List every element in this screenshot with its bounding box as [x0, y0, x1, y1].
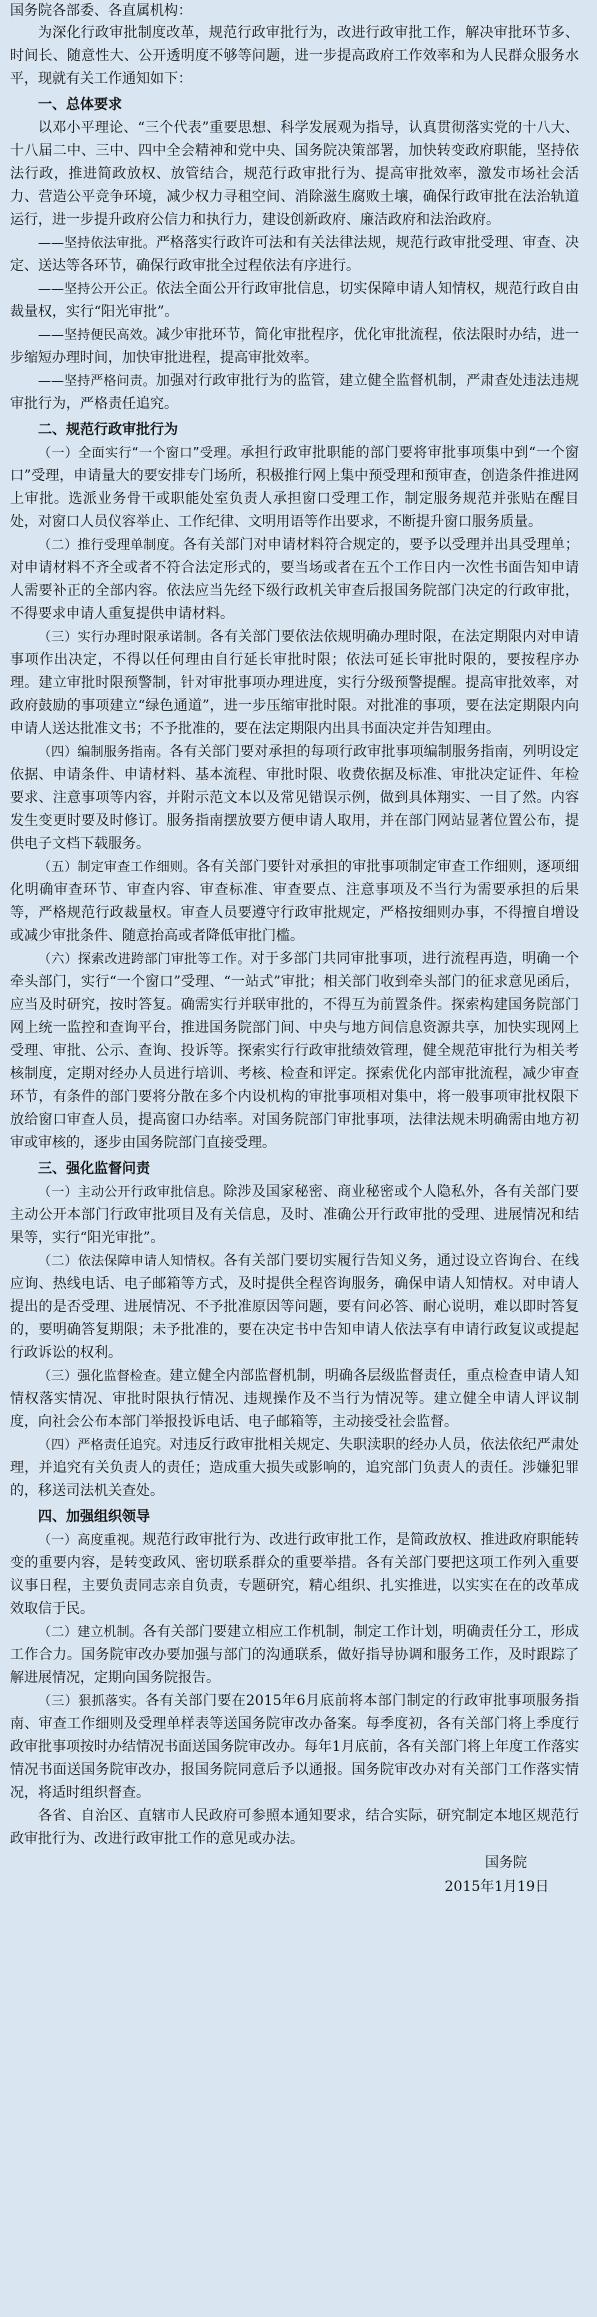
paragraph-label: （四）编制服务指南。 [38, 745, 170, 760]
paragraph-text: 各有关部门要建立相应工作机制，制定工作计划，明确责任分工，形成工作合力。国务院审改办要加强与部门的沟通联系，做好指导协调和服务工作，及时跟踪了解进展情况，定期向国务院报告。 [10, 1624, 579, 1686]
section-paragraph [10, 442, 579, 534]
section-paragraph [10, 232, 579, 278]
document-body [10, 93, 579, 1851]
intro-paragraph: 为深化行政审批制度改革，规范行政审批行为，改进行政审批工作，解决审批环节多、时间长、随意性大、公开透明度不够等问题，进一步提高政府工作效率和为人民群众服务水平，现就有关工作通知如下： [10, 25, 579, 87]
section-paragraph [10, 1529, 579, 1621]
paragraph-text: 各有关部门对申请材料符合规定的，要予以受理并出具受理单；对申请材料不齐全或者不符合法定形式的，要当场或者在五个工作日内一次性书面告知申请人需要补正的全部内容。依法应当先经下级行政机关审查后报国务院部门决定的行政审批，不得要求申请人重复提供申请材料。 [10, 537, 579, 622]
section-paragraph [10, 948, 579, 1155]
paragraph-text: 除涉及国家秘密、商业秘密或个人隐私外，各有关部门要主动公开本部门行政审批项目及有关信息，及时、准确公开行政审批的受理、进展情况和结果等，实行“阳光审批”。 [10, 1184, 579, 1246]
paragraph-label: （二）建立机制。 [38, 1625, 143, 1640]
section-paragraph [10, 1250, 579, 1365]
paragraph-text: 各省、自治区、直辖市人民政府可参照本通知要求，结合实际，研究制定本地区规范行政审批行为、改进行政审批工作的意见或办法。 [10, 1808, 579, 1847]
section-paragraph [10, 1365, 579, 1434]
paragraph-text: 承担行政审批职能的部门要将审批事项集中到“一个窗口”受理，申请量大的要安排专门场所，积极推行网上集中预受理和预审查，创造条件推进网上审批。选派业务骨干或职能处室负责人承担窗口受理工作，制定服务规范并张贴在醒目处，对窗口人员仪容举止、工作纪律、文明用语等作出要求，不断提升窗口服务质量。 [10, 445, 579, 530]
section-paragraph [10, 324, 579, 370]
section-paragraph [10, 278, 579, 324]
paragraph-label: （一）主动公开行政审批信息。 [38, 1185, 224, 1200]
paragraph-text: 各有关部门要针对承担的审批事项制定审查工作细则，逐项细化明确审查环节、审查内容、审查标准、审查要点、注意事项及不当行为需要承担的后果等，严格规范行政裁量权。审查人员要遵守行政审批规定，严格按细则办事，不得擅自增设或减少审批条件、随意抬高或者降低审批门槛。 [10, 859, 579, 944]
paragraph-label: （五）制定审查工作细则。 [38, 860, 197, 875]
issuing-authority: 国务院 [485, 1855, 527, 1871]
paragraph-label: （六）探索改进跨部门审批等工作。 [38, 952, 251, 967]
paragraph-text: 对违反行政审批相关规定、失职渎职的经办人员，依法依纪严肃处理，并追究有关负责人的责任；造成重大损失或影响的，追究部门负责人的责任。涉嫌犯罪的，移送司法机关查处。 [10, 1437, 579, 1499]
section-heading: 三、强化监督问责 [38, 1161, 150, 1177]
paragraph-text: 以邓小平理论、“三个代表”重要思想、科学发展观为指导，认真贯彻落实党的十八大、十八届二中、三中、四中全会精神和党中央、国务院决策部署，加快转变政府职能，坚持依法行政，推进简政放权、放管结合，规范行政审批行为、提高审批效率，激发市场社会活力、营造公平竞争环境，减少权力寻租空间、消除滋生腐败土壤，确保行政审批在法治轨道运行，进一步提升政府公信力和执行力，建设创新政府、廉洁政府和法治政府。 [10, 120, 579, 228]
paragraph-text: 各有关部门要依法依规明确办理时限，在法定期限内对申请事项作出决定，不得以任何理由自行延长审批时限；依法可延长审批时限的，要按程序办理。建立审批时限预警制，针对审批事项办理进度，实行分级预警提醒。提高审批效率，对政府鼓励的事项建立“绿色通道”，进一步压缩审批时限。对批准的事项，要在法定期限内向申请人送达批准文书；不予批准的，要在法定期限内出具书面决定并告知理由。 [10, 629, 579, 737]
section-heading: 一、总体要求 [38, 97, 122, 113]
paragraph-label: （三）实行办理时限承诺制。 [38, 630, 210, 645]
paragraph-label: （四）严格责任追究。 [38, 1438, 170, 1453]
paragraph-text: 依法全面公开行政审批信息，切实保障申请人知情权，规范行政自由裁量权，实行“阳光审批”。 [10, 281, 579, 320]
section-paragraph [10, 1181, 579, 1250]
paragraph-label: ——坚持便民高效。 [38, 328, 156, 343]
paragraph-label: （二）推行受理单制度。 [38, 538, 183, 553]
section-paragraph [10, 626, 579, 741]
paragraph-text: 减少审批环节，简化审批程序，优化审批流程，依法限时办结，进一步缩短办理时间，加快审批进程，提高审批效率。 [10, 327, 579, 366]
paragraph-label: （二）依法保障申请人知情权。 [38, 1254, 224, 1269]
section-heading: 二、规范行政审批行为 [38, 422, 178, 438]
section-paragraph [10, 741, 579, 856]
paragraph-label: ——坚持严格问责。 [38, 374, 156, 389]
addressee-line: 国务院各部委、各直属机构： [10, 3, 192, 19]
paragraph-text: 严格落实行政许可法和有关法律法规，规范行政审批受理、审查、决定、送达等各环节，确保行政审批全过程依法有序进行。 [10, 235, 579, 274]
paragraph-text: 各有关部门要对承担的每项行政审批事项编制服务指南，列明设定依据、申请条件、申请材料、基本流程、审批时限、收费依据及标准、审批决定证件、年检要求、注意事项等内容，并附示范文本以及常见错误示例，做到具体翔实、一目了然。内容发生变更时要及时修订。服务指南摆放要方便申请人取用，并在部门网站显著位置公布，提供电子文档下载服务。 [10, 744, 579, 852]
paragraph-text: 各有关部门要切实履行告知义务，通过设立咨询台、在线应询、热线电话、电子邮箱等方式，及时提供全程咨询服务，确保申请人知情权。对申请人提出的是否受理、进展情况、不予批准原因等问题，要有问必答、耐心说明，难以即时答复的，要明确答复期限；未予批准的，要在决定书中告知申请人依法享有申请行政复议或提起行政诉讼的权利。 [10, 1253, 579, 1361]
section-paragraph [10, 534, 579, 626]
paragraph-text: 建立健全内部监督机制，明确各层级监督责任，重点检查申请人知情权落实情况、审批时限执行情况、违规操作及不当行为情况等。建立健全申请人评议制度，向社会公布本部门举报投诉电话、电子邮箱等，主动接受社会监督。 [10, 1368, 579, 1430]
paragraph-label: （三）强化监督检查。 [38, 1369, 170, 1384]
section-paragraph [10, 1621, 579, 1690]
paragraph-text: 各有关部门要在2015年6月底前将本部门制定的行政审批事项服务指南、审查工作细则及受理单样表等送国务院审改办备案。每季度初，各有关部门将上季度行政审批事项按时办结情况书面送国务院审改办。每年1月底前，各有关部门将上年度工作落实情况书面送国务院审改办，报国务院同意后予以通报。国务院审改办对有关部门工作落实情况，将适时组织督查。 [10, 1693, 579, 1801]
issue-date: 2015年1月19日 [444, 1879, 549, 1895]
paragraph-label: （一）全面实行“一个窗口”受理。 [38, 446, 241, 461]
section-paragraph [10, 117, 579, 232]
section-paragraph [10, 1690, 579, 1805]
paragraph-text: 规范行政审批行为、改进行政审批工作，是简政放权、推进政府职能转变的重要内容，是转变政风、密切联系群众的重要举措。各有关部门要把这项工作列入重要议事日程，主要负责同志亲自负责，专题研究，精心组织、扎实推进，以实实在在的改革成效取信于民。 [10, 1532, 579, 1617]
section-paragraph [10, 856, 579, 948]
paragraph-text: 对于多部门共同审批事项，进行流程再造，明确一个牵头部门，实行“一个窗口”受理、“一站式”审批；相关部门收到牵头部门的征求意见函后，应当及时研究，按时答复。确需实行并联审批的，不得互为前置条件。探索构建国务院部门网上统一监控和查询平台，推进国务院部门间、中央与地方间信息资源共享，加快实现网上受理、审批、公示、查询、投诉等。探索实行行政审批绩效管理，健全规范审批行为相关考核制度，定期对经办人员进行培训、考核、检查和评定。探索优化内部审批流程，减少审查环节，有条件的部门要将分散在多个内设机构的审批事项相对集中，将一般事项审批权限下放给窗口审查人员，提高窗口办结率。对国务院部门审批事项，法律法规未明确需由地方初审或审核的，逐步由国务院部门直接受理。 [10, 951, 579, 1151]
paragraph-text: 加强对行政审批行为的监管，建立健全监督机制，严肃查处违法违规审批行为，严格责任追究。 [10, 373, 579, 412]
paragraph-label: （三）狠抓落实。 [38, 1694, 146, 1709]
paragraph-label: ——坚持公开公正。 [38, 282, 156, 297]
section-heading: 四、加强组织领导 [38, 1509, 150, 1525]
paragraph-label: （一）高度重视。 [38, 1533, 143, 1548]
section-paragraph [10, 1434, 579, 1503]
section-paragraph [10, 370, 579, 416]
section-paragraph [10, 1805, 579, 1851]
paragraph-label: ——坚持依法审批。 [38, 236, 156, 251]
